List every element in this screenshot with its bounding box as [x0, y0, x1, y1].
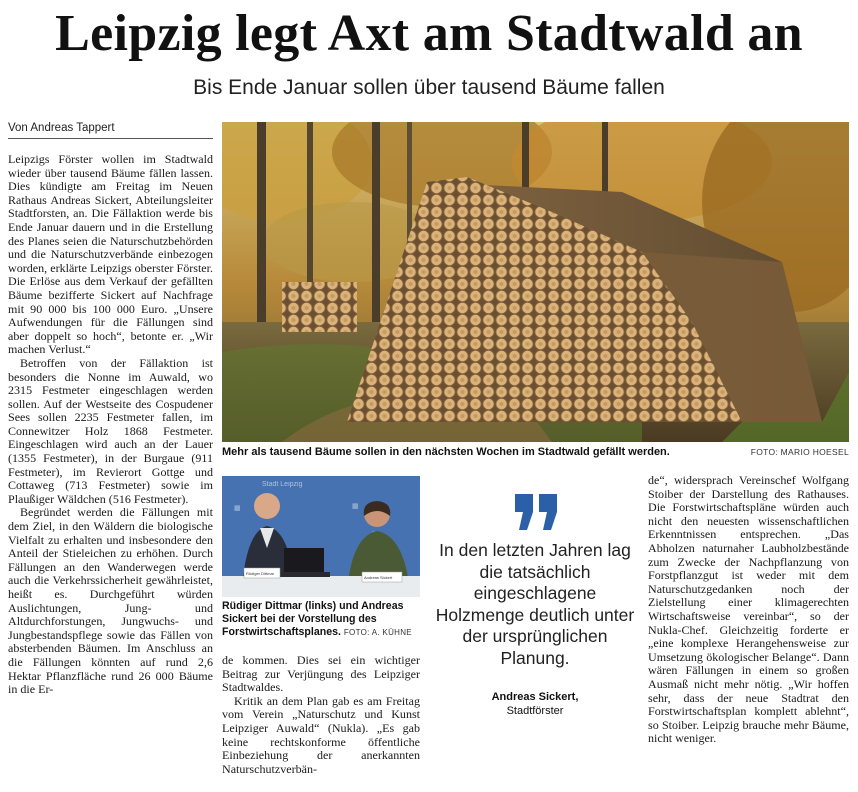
press-photo-caption-text: Rüdiger Dittmar (links) und Andreas Sickert bei der Vorstellung des Forstwirtschaftsplanes. [222, 600, 404, 638]
press-conference-photo [222, 476, 420, 597]
pull-quote-attribution [434, 690, 636, 718]
quote-mark-icon [513, 492, 559, 532]
body-paragraph: de“, widersprach Vereinschef Wolfgang Stoiber der Darstellung des Rathauses. Die Forstwirtschaftspläne würden auch nicht den neuesten wissenschaftlichen Erkenntnissen entsprechen. „Das Abholzen naturnaher Laubholzbestände zum Zwecke der Nachpflanzung von Forstpflanzgut ist weder mit dem Naturschutzgedanken noch der Zielstellung einer klimagerechten Wirtschaftsweise vereinbar“, so der Nukla-Chef. Gleichzeitig forderte er „eine komplexe Herangehensweise zur Umsetzung ökologischer Belange“. Dann wären Fällungen in einem so großen Ausmaß nicht mehr nötig. „Wir hoffen sehr, dass der neue Stadtrat den Forstwirtschaftsplan komplett ablehnt“, so Stoiber. Leipzig brauche mehr Bäume, nicht weniger. [648, 473, 849, 746]
main-photo-credit: FOTO: MARIO HOESEL [750, 447, 849, 457]
body-paragraph: Kritik an dem Plan gab es am Freitag vom Verein „Naturschutz und Kunst Leipziger Auwald“ (Nukla). „Es gab keine rechtskonforme öffentliche Einbeziehung der anerkannten Naturschutzverbän- [222, 693, 420, 776]
body-column-2 [222, 654, 420, 789]
nameplate-right: Andreas Sickert [364, 575, 393, 580]
pull-quote-text: In den letzten Jahren lag die tatsächlich eingeschlagene Holzmenge deutlich unter der ursprünglichen Planung. [435, 540, 635, 668]
byline: Von Andreas Tappert [8, 120, 213, 139]
main-photo-stacked-logs [222, 122, 849, 442]
press-photo-credit: FOTO: A. KÜHNE [343, 628, 412, 637]
nameplate-left: Rüdiger Dittmar [246, 571, 275, 576]
press-conference-illustration [222, 476, 420, 597]
main-photo-caption-text: Mehr als tausend Bäume sollen in den nächsten Wochen im Stadtwald gefällt werden. [222, 446, 670, 458]
forest-log-pile-illustration [222, 122, 849, 442]
body-column-3 [648, 474, 849, 789]
subheadline: Bis Ende Januar sollen über tausend Bäume fallen [193, 76, 665, 99]
body-paragraph: Leipzigs Förster wollen im Stadtwald wieder über tausend Bäume fällen lassen. Dies kündigte am Freitag im Neuen Rathaus Andreas Sickert, Abteilungsleiter Stadtforsten, an. Die Fällaktion werde bis Ende Januar dauern und in die Erstellung des Planes seien die Naturschutzbehörden und die Naturschutzverbände einbezogen worden, erklärte Leipzigs oberster Förster. Die Erlöse aus dem Verkauf der gefällten Bäume bezifferte Sickert auf Nachfrage mit 90 000 bis 100 000 Euro. „Unsere Aufwendungen für die Fällungen sind aber doppelt so hoch“, betonte er. „Wir machen Verlust.“ [8, 152, 213, 357]
banner-text: Stadt Leipzig [262, 481, 303, 488]
body-paragraph: Begründet werden die Fällungen mit dem Ziel, in den Wäldern die biologische Vielfalt zu erhalten und insbesondere den Anteil der Stieleichen zu erhöhen. Durch Fällungen an den Wanderwegen werde auch die Verkehrssicherheit gewährleistet, heißt es. Durchgeführt würden Auslichtungen, Jung- und Altdurchforstungen, Jungwuchs- und Jungbestandspflege sowie das Fällen von absterbenden Bäumen. Im Anschluss an die Fällungen könnten auf rund 2,6 Hektar Pflanzfläche rund 26 000 Bäume in die Er- [8, 505, 213, 697]
pull-quote-author: Andreas Sickert, [491, 691, 579, 703]
svg-text:▦: ▦ [352, 503, 359, 510]
body-paragraph: Betroffen von der Fällaktion ist besonders die Nonne im Auwald, wo 2315 Festmeter eingeschlagen werden sollen. Auf der Westseite des Cospudener Sees sollen 2235 Festmeter fallen, im Connewitzer Holz 1868 Festmeter. Eingeschlagen wird auch an der Lauer (1355 Festmeter), in der Burgaue (911 Festmeter), im Revierort Gottge und Cottaweg (713 Festmeter) sowie im Plaußiger Wäldchen (516 Festmeter). [8, 355, 213, 506]
main-photo-caption [222, 444, 849, 460]
pull-quote-role: Stadtförster [506, 705, 564, 717]
svg-text:▦: ▦ [234, 505, 241, 512]
body-column-1 [8, 153, 213, 788]
press-photo-caption [222, 600, 420, 639]
body-paragraph: de kommen. Dies sei ein wichtiger Beitrag zur Verjüngung des Leipziger Stadtwaldes. [222, 653, 420, 695]
headline: Leipzig legt Axt am Stadtwald an [55, 5, 803, 62]
